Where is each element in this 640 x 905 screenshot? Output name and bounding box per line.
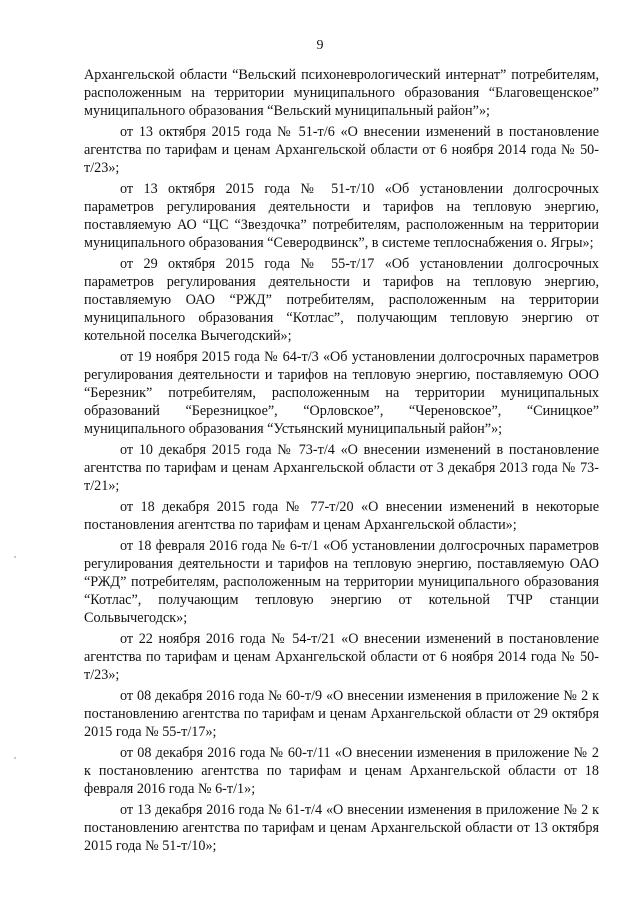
paragraph-resolution-6-t-1: от 18 февраля 2016 года № 6-т/1 «Об установлении долгосрочных параметров регулирования деятельности и тарифов на тепловую энергию, поставляемую ОАО “РЖД” потребителям, расположенным на территории муниципального образования “Котлас”, получающим тепловую энергию от котельной ТЧР станции Сольвычегодск»; [84, 538, 599, 626]
scan-speck [14, 556, 16, 558]
paragraph-resolution-54-t-21: от 22 ноября 2016 года № 54-т/21 «О внесении изменений в постановление агентства по тарифам и ценам Архангельской области от 6 ноября 2014 года № 50-т/23»; [84, 631, 599, 683]
paragraph-resolution-55-t-17: от 29 октября 2015 года № 55-т/17 «Об установлении долгосрочных параметров регулирования деятельности и тарифов на тепловую энергию, поставляемую ОАО “РЖД” потребителям, расположенным на территории муниципального образования “Котлас”, получающим тепловую энергию от котельной поселка Вычегодский»; [84, 256, 599, 344]
page-number: 9 [316, 38, 324, 53]
paragraph-resolution-51-t-10: от 13 октября 2015 года № 51-т/10 «Об установлении долгосрочных параметров регулирования деятельности и тарифов на тепловую энергию, поставляемую АО “ЦС “Звездочка” потребителям, расположенным на территории муниципального образования “Северодвинск”, в системе теплоснабжения о. Ягры»; [84, 181, 599, 251]
paragraph-resolution-60-t-9: от 08 декабря 2016 года № 60-т/9 «О внесении изменения в приложение № 2 к постановлению агентства по тарифам и ценам Архангельской области от 29 октября 2015 года № 55-т/17»; [84, 688, 599, 740]
scan-speck [14, 757, 16, 759]
paragraph-resolution-64-t-3: от 19 ноября 2015 года № 64-т/3 «Об установлении долгосрочных параметров регулирования деятельности и тарифов на тепловую энергию, поставляемую ООО “Березник” потребителям, расположенным на территории муниципальных образований “Березницкое”, “Орловское”, “Череновское”, “Синицкое” муниципального образования “Устьянский муниципальный район”»; [84, 349, 599, 437]
paragraph-resolution-73-t-4: от 10 декабря 2015 года № 73-т/4 «О внесении изменений в постановление агентства по тарифам и ценам Архангельской области от 3 декабря 2013 года № 73-т/21»; [84, 442, 599, 494]
paragraph-resolution-51-t-6: от 13 октября 2015 года № 51-т/6 «О внесении изменений в постановление агентства по тарифам и ценам Архангельской области от 6 ноября 2014 года № 50-т/23»; [84, 124, 599, 176]
paragraph-resolution-77-t-20: от 18 декабря 2015 года № 77-т/20 «О внесении изменений в некоторые постановления агентства по тарифам и ценам Архангельской области»; [84, 499, 599, 533]
paragraph-continuation: Архангельской области “Вельский психоневрологический интернат” потребителям, расположенным на территории муниципального образования “Благовещенское” муниципального образования “Вельский муниципальный район”»; [84, 67, 599, 119]
paragraph-resolution-61-t-4: от 13 декабря 2016 года № 61-т/4 «О внесении изменения в приложение № 2 к постановлению агентства по тарифам и ценам Архангельской области от 13 октября 2015 года № 51-т/10»; [84, 802, 599, 854]
paragraph-resolution-60-t-11: от 08 декабря 2016 года № 60-т/11 «О внесении изменения в приложение № 2 к постановлению агентства по тарифам и ценам Архангельской области от 18 февраля 2016 года № 6-т/1»; [84, 745, 599, 797]
document-body [84, 66, 599, 855]
